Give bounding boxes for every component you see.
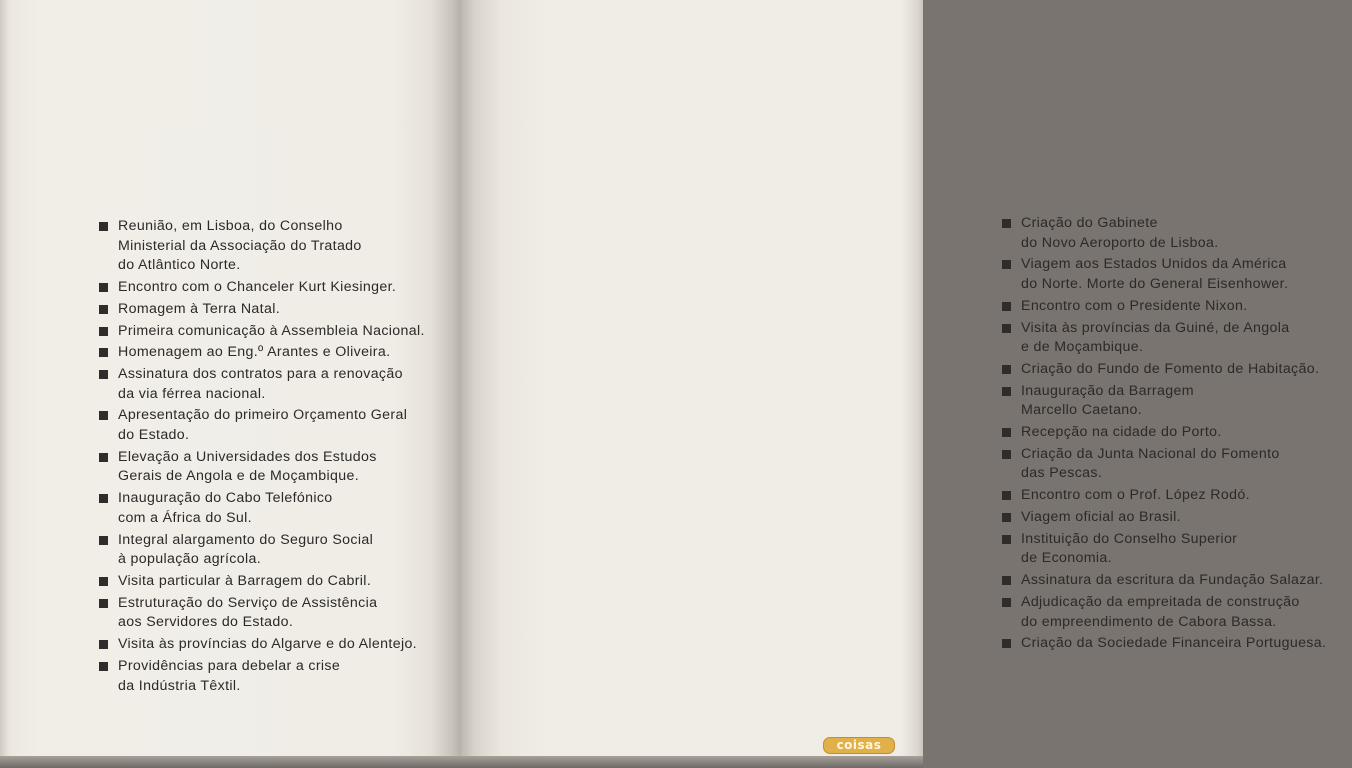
square-bullet-icon [1002, 491, 1011, 500]
list-item [1002, 214, 1352, 253]
list-item [99, 531, 449, 570]
coisas-watermark-logo: coisas [823, 737, 895, 754]
square-bullet-icon [99, 222, 108, 231]
list-item [99, 365, 449, 404]
list-item-line: Visita às províncias do Algarve e do Alentejo. [118, 636, 417, 653]
left-page-list [99, 217, 449, 698]
list-item [1002, 530, 1352, 569]
square-bullet-icon [99, 599, 108, 608]
list-item-line: Viagem aos Estados Unidos da América [1021, 256, 1287, 273]
list-item [99, 322, 449, 342]
list-item-line: Visita particular à Barragem do Cabril. [118, 572, 372, 589]
list-item-line: com a África do Sul. [118, 509, 252, 526]
square-bullet-icon [99, 494, 108, 503]
list-item-line: Reunião, em Lisboa, do Conselho [118, 218, 343, 234]
list-item [99, 448, 449, 487]
square-bullet-icon [99, 305, 108, 314]
list-item-line: Assinatura dos contratos para a renovação [118, 366, 403, 383]
list-item [99, 278, 449, 298]
list-item [99, 406, 449, 445]
square-bullet-icon [1002, 428, 1011, 437]
list-item-line: Criação do Gabinete [1021, 215, 1158, 231]
square-bullet-icon [1002, 219, 1011, 228]
square-bullet-icon [1002, 450, 1011, 459]
list-item-line: da Indústria Têxtil. [118, 677, 241, 694]
list-item-line: Viagem oficial ao Brasil. [1021, 509, 1181, 525]
list-item-line: de Economia. [1021, 550, 1112, 567]
list-item [99, 300, 449, 320]
right-page-list [1002, 214, 1352, 656]
list-item-line: do Estado. [118, 427, 190, 444]
list-item-line: do empreendimento de Cabora Bassa. [1021, 613, 1277, 630]
list-item [1002, 255, 1352, 294]
square-bullet-icon [99, 283, 108, 292]
list-item-line: Inauguração do Cabo Telefónico [118, 490, 333, 507]
list-item [1002, 571, 1352, 591]
list-item-line: das Pescas. [1021, 465, 1103, 482]
list-item-line: Instituição do Conselho Superior [1021, 530, 1238, 547]
list-item-line: Recepção na cidade do Porto. [1021, 424, 1222, 441]
list-item-line: Providências para debelar a crise [118, 657, 341, 674]
list-item-line: e de Moçambique. [1021, 339, 1144, 356]
square-bullet-icon [1002, 260, 1011, 269]
list-item-line: do Norte. Morte do General Eisenhower. [1021, 275, 1289, 292]
list-item-line: do Atlântico Norte. [118, 257, 241, 274]
list-item-line: Criação da Sociedade Financeira Portuguesa. [1021, 635, 1327, 652]
list-item-line: Integral alargamento do Seguro Social [118, 531, 374, 548]
list-item-line: Apresentação do primeiro Orçamento Geral [118, 407, 408, 424]
list-item-line: Encontro com o Chanceler Kurt Kiesinger. [118, 278, 397, 295]
square-bullet-icon [1002, 513, 1011, 522]
list-item [1002, 360, 1352, 380]
square-bullet-icon [99, 662, 108, 671]
list-item [99, 572, 449, 592]
square-bullet-icon [1002, 324, 1011, 333]
square-bullet-icon [99, 536, 108, 545]
square-bullet-icon [99, 577, 108, 586]
list-item [99, 635, 449, 655]
square-bullet-icon [1002, 598, 1011, 607]
left-page [0, 0, 461, 760]
square-bullet-icon [99, 348, 108, 357]
list-item-line: Gerais de Angola e de Moçambique. [118, 468, 360, 485]
list-item-line: Romagem à Terra Natal. [118, 300, 280, 317]
list-item [1002, 593, 1352, 632]
list-item [1002, 486, 1352, 506]
list-item-line: Homenagem ao Eng.º Arantes e Oliveira. [118, 344, 391, 361]
list-item [1002, 423, 1352, 443]
list-item-line: Estruturação do Serviço de Assistência [118, 594, 378, 611]
list-item [1002, 445, 1352, 484]
list-item-line: Visita às províncias da Guiné, de Angola [1021, 319, 1290, 336]
list-item-line: Criação do Fundo de Fomento de Habitação. [1021, 360, 1320, 377]
square-bullet-icon [1002, 639, 1011, 648]
list-item-line: Encontro com o Presidente Nixon. [1021, 297, 1248, 314]
list-item-line: Criação da Junta Nacional do Fomento [1021, 445, 1280, 462]
right-page [461, 0, 1327, 760]
square-bullet-icon [99, 411, 108, 420]
list-item [1002, 634, 1352, 654]
list-item-line: do Novo Aeroporto de Lisboa. [1021, 234, 1219, 251]
square-bullet-icon [1002, 387, 1011, 396]
list-item-line: Ministerial da Associação do Tratado [118, 237, 362, 254]
square-bullet-icon [1002, 302, 1011, 311]
list-item-line: Marcello Caetano. [1021, 402, 1143, 419]
list-item [1002, 382, 1352, 421]
book-bottom-edge [0, 756, 923, 768]
list-item [1002, 297, 1352, 317]
list-item [99, 657, 449, 696]
list-item [99, 594, 449, 633]
list-item-line: Inauguração da Barragem [1021, 382, 1194, 399]
list-item [1002, 508, 1352, 528]
list-item-line: Adjudicação da empreitada de construção [1021, 593, 1300, 610]
list-item-line: aos Servidores do Estado. [118, 614, 294, 631]
list-item [99, 489, 449, 528]
square-bullet-icon [99, 453, 108, 462]
square-bullet-icon [99, 327, 108, 336]
square-bullet-icon [99, 640, 108, 649]
square-bullet-icon [1002, 535, 1011, 544]
list-item-line: da via férrea nacional. [118, 385, 266, 402]
square-bullet-icon [99, 370, 108, 379]
square-bullet-icon [1002, 576, 1011, 585]
square-bullet-icon [1002, 365, 1011, 374]
list-item-line: Assinatura da escritura da Fundação Salazar. [1021, 572, 1324, 589]
list-item-line: à população agrícola. [118, 551, 262, 568]
list-item-line: Primeira comunicação à Assembleia Nacional. [118, 322, 425, 339]
list-item [99, 217, 449, 276]
list-item [99, 343, 449, 363]
list-item-line: Elevação a Universidades dos Estudos [118, 448, 377, 465]
list-item [1002, 319, 1352, 358]
list-item-line: Encontro com o Prof. López Rodó. [1021, 487, 1250, 504]
